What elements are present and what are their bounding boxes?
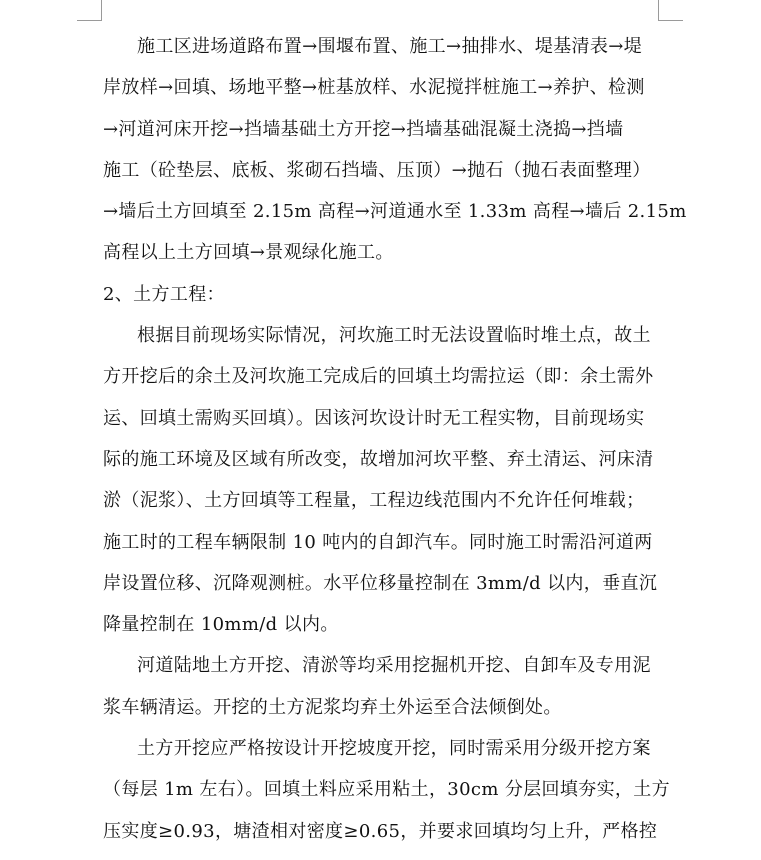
- text-line: 降量控制在 10mm/d 以内。: [103, 614, 339, 636]
- text-line: →墙后土方回填至 2.15m 高程→河道通水至 1.33m 高程→墙后 2.15m: [103, 201, 687, 223]
- text-line: →河道河床开挖→挡墙基础土方开挖→挡墙基础混凝土浇捣→挡墙: [103, 118, 624, 140]
- text-line: （每层 1m 左右）。回填土料应采用粘土，30cm 分层回填夯实，土方: [103, 779, 670, 801]
- paragraph-earthwork-conditions: [103, 315, 663, 645]
- text-line: 运、回填土需购买回填）。因该河坎设计时无工程实物，目前现场实: [103, 407, 645, 429]
- text-line: 浆车辆清运。开挖的土方泥浆均弃土外运至合法倾倒处。: [103, 696, 562, 718]
- text-line: 方开挖后的余土及河坎施工完成后的回填土均需拉运（即：余土需外: [103, 366, 654, 388]
- paragraph-process-sequence: [103, 26, 687, 274]
- text-line: 岸放样→回填、场地平整→桩基放样、水泥搅拌桩施工→养护、检测: [103, 77, 645, 99]
- text-line: 根据目前现场实际情况，河坎施工时无法设置临时堆土点，故土: [137, 325, 651, 347]
- text-line: 岸设置位移、沉降观测桩。水平位移量控制在 3mm/d 以内，垂直沉: [103, 572, 658, 594]
- text-line: 河道陆地土方开挖、清淤等均采用挖掘机开挖、自卸车及专用泥: [137, 655, 651, 677]
- text-line: 施工区进场道路布置→围堰布置、施工→抽排水、堤基清表→堤: [137, 36, 643, 57]
- text-line: 施工时的工程车辆限制 10 吨内的自卸汽车。同时施工时需沿河道两: [103, 531, 653, 553]
- margin-crop-mark-right: [658, 0, 683, 21]
- document-body: [103, 26, 687, 852]
- text-line: 高程以上土方回填→景观绿化施工。: [103, 242, 394, 264]
- text-line: 压实度≥0.93，塘渣相对密度≥0.65，并要求回填均匀上升，严格控: [103, 820, 658, 842]
- text-line: 土方开挖应严格按设计开挖坡度开挖，同时需采用分级开挖方案: [137, 738, 651, 760]
- text-line: 施工（砼垫层、底板、浆砌石挡墙、压顶）→抛石（抛石表面整理）: [103, 159, 651, 181]
- section-heading-earthwork: [103, 274, 663, 315]
- paragraph-excavation-method: [103, 645, 663, 728]
- paragraph-backfill-requirements: [103, 728, 670, 852]
- margin-crop-mark-left: [77, 0, 102, 21]
- text-line: 际的施工环境及区域有所改变，故增加河坎平整、弃土清运、河床清: [103, 448, 654, 470]
- text-line: 淤（泥浆）、土方回填等工程量，工程边线范围内不允许任何堆载；: [103, 490, 645, 512]
- section-heading: 2、土方工程：: [103, 283, 225, 305]
